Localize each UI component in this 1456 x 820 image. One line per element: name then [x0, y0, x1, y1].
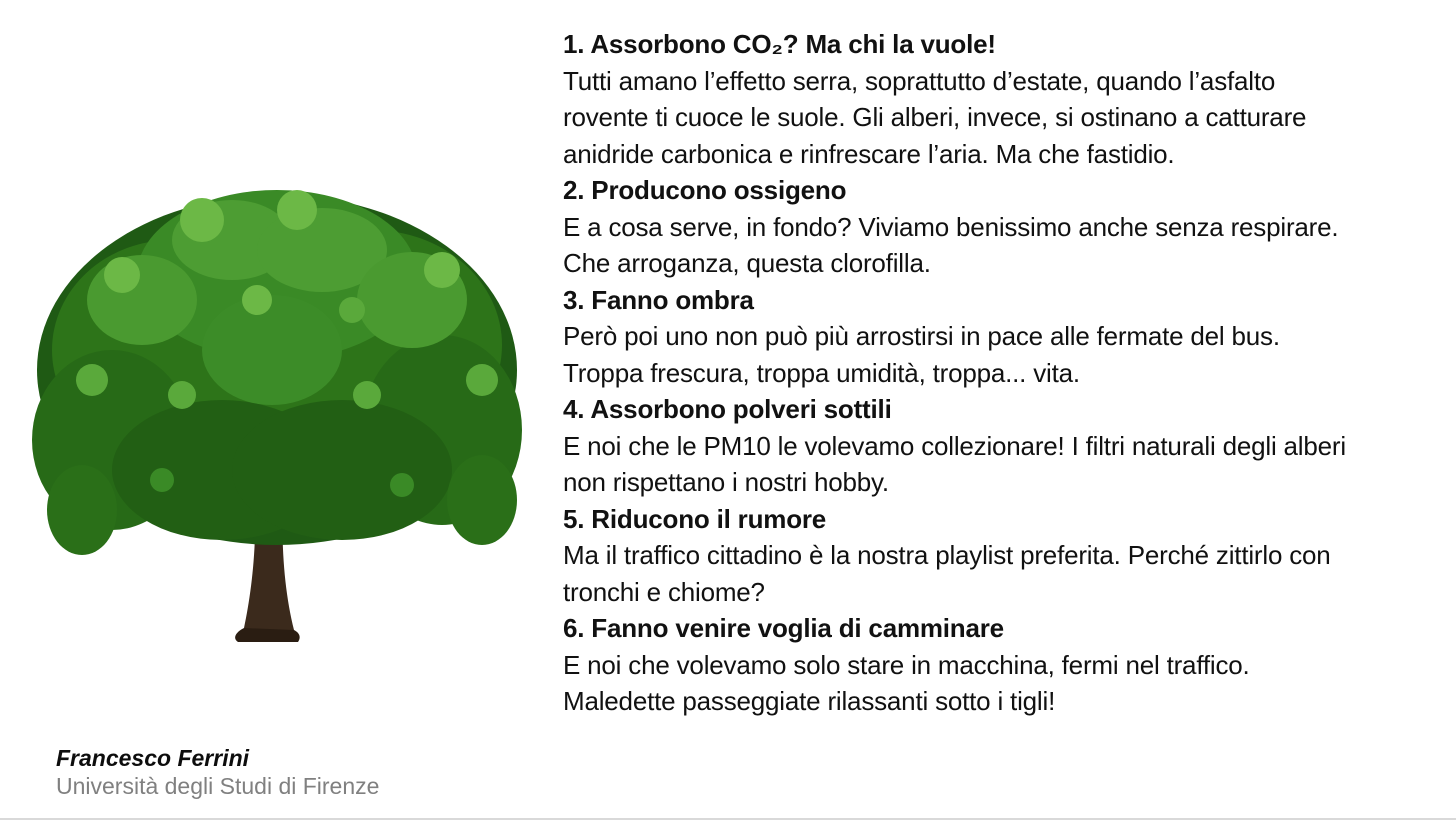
author-credit	[56, 744, 379, 800]
tree-image	[22, 180, 532, 650]
item-line: E a cosa serve, in fondo? Viviamo benissimo anche senza respirare.	[563, 211, 1339, 242]
item-line: E noi che le PM10 le volevamo collezionare! I filtri naturali degli alberi	[563, 430, 1346, 461]
item-line: Tutti amano l’effetto serra, soprattutto d’estate, quando l’asfalto	[563, 65, 1276, 96]
author-affiliation: Università degli Studi di Firenze	[56, 773, 380, 799]
item-heading: 2. Producono ossigeno	[563, 175, 847, 205]
item-line: Però poi uno non può più arrostirsi in pace alle fermate del bus.	[563, 321, 1280, 351]
item-line: rovente ti cuoce le suole. Gli alberi, invece, si ostinano a catturare	[563, 102, 1307, 132]
item-1	[563, 26, 1443, 172]
item-heading: 1. Assorbono CO₂? Ma chi la vuole!	[563, 29, 996, 59]
item-3	[563, 282, 1443, 392]
tree-canopy	[32, 190, 522, 555]
author-name: Francesco Ferrini	[56, 745, 250, 771]
item-heading: 6. Fanno venire voglia di camminare	[563, 613, 1004, 643]
item-line: Che arroganza, questa clorofilla.	[563, 248, 931, 278]
tree-illustration	[22, 180, 532, 650]
item-line: E noi che volevamo solo stare in macchina, fermi nel traffico.	[563, 649, 1250, 680]
item-4	[563, 391, 1443, 501]
item-5	[563, 501, 1443, 611]
item-line: anidride carbonica e rinfrescare l’aria. Ma che fastidio.	[563, 138, 1175, 169]
tree-benefits-list	[563, 26, 1443, 720]
item-line: non rispettano i nostri hobby.	[563, 467, 889, 497]
item-heading: 5. Riducono il rumore	[563, 503, 827, 534]
item-heading: 3. Fanno ombra	[563, 284, 754, 315]
item-2	[563, 172, 1443, 282]
item-line: Ma il traffico cittadino è la nostra playlist preferita. Perché zittirlo con	[563, 540, 1331, 570]
item-line: Troppa frescura, troppa umidità, troppa... vita.	[563, 357, 1080, 388]
item-line: Maledette passeggiate rilassanti sotto i tigli!	[563, 686, 1056, 716]
item-line: tronchi e chiome?	[563, 576, 765, 607]
item-6	[563, 610, 1443, 720]
item-heading: 4. Assorbono polveri sottili	[563, 394, 892, 424]
